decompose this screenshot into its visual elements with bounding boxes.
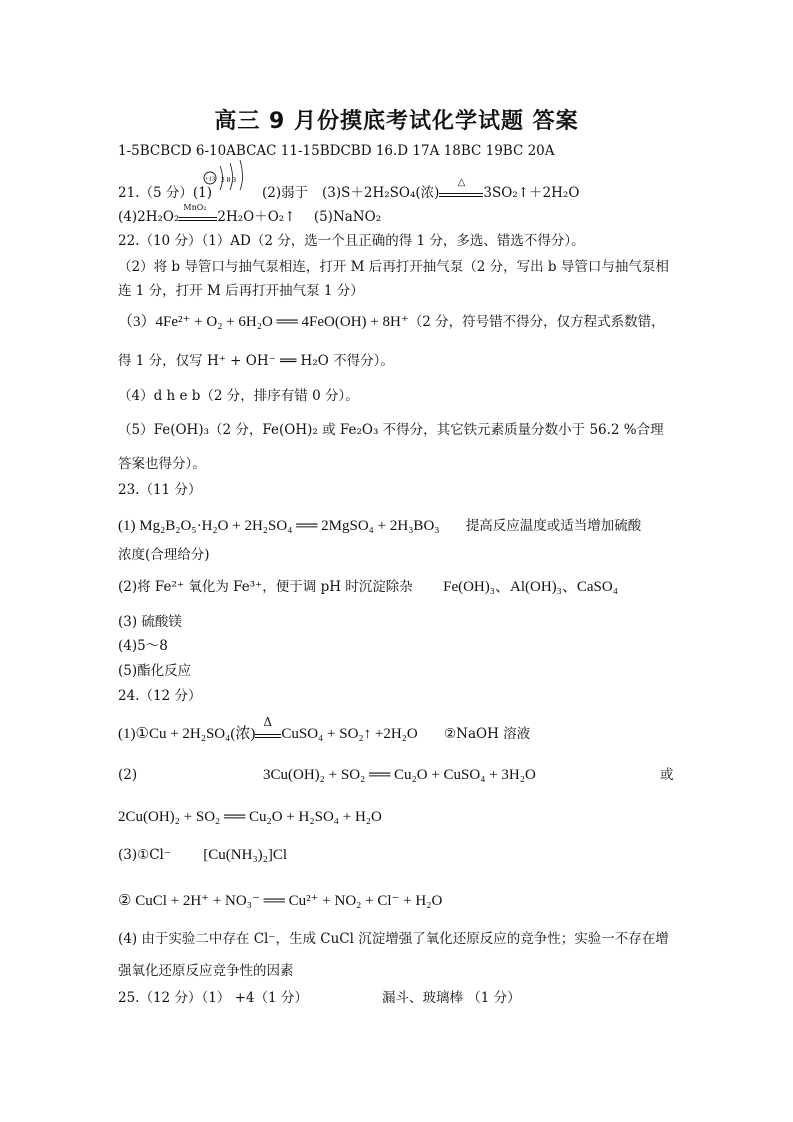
q21-part3-products: 3SO₂↑＋2H₂O [483, 185, 580, 201]
q23-part1-note: 提高反应温度或适当增加硫酸 [465, 518, 642, 534]
q21-part3 [322, 177, 580, 202]
q22-part2b: 连 1 分，打开 M 后再打开抽气泵 1 分） [118, 283, 364, 299]
q24-heat-condition: Δ [263, 715, 273, 729]
q23-part4: (4)5～8 [118, 638, 168, 654]
q23-part1-equation: (1) Mg₂B₂O₅·H₂O + 2H₂SO₄ ══ 2MgSO₄ + 2H₃BO₃ [118, 518, 440, 534]
q23-head: 23.（11 分） [118, 482, 202, 498]
q22-head: 22.（10 分）（1）AD（2 分，选一个且正确的得 1 分，多选、错选不得分）。 [118, 233, 585, 249]
q24-part3-complex: [Cu(NH₃)₂]Cl [203, 847, 288, 863]
q22-part5b: 答案也得分）。 [118, 456, 206, 472]
q24-part3b: ② CuCl + 2H⁺ + NO₃⁻ ══ Cu²⁺ + NO₂ + Cl⁻ + H₂O [118, 893, 443, 909]
atom-shells: 2 8 3 [221, 175, 236, 184]
mc-answers: 1-5BCBCD 6-10ABCAC 11-15BDCBD 16.D 17A 18BC 19BC 20A [118, 143, 555, 159]
q23-part2-list: Fe(OH)₃、Al(OH)₃、CaSO₄ [443, 579, 618, 595]
q22-part3-equation: （3）4Fe²⁺ + O₂ + 6H₂O ══ 4FeO(OH) + 8H⁺ [118, 314, 409, 330]
q23-part1b: 浓度(合理给分) [118, 547, 210, 563]
q21-part5: (5)NaNO₂ [313, 209, 382, 225]
q24-part3 [118, 846, 287, 864]
q24-part2-label: (2) [118, 767, 138, 783]
q24-part1-note: ②NaOH 溶液 [444, 726, 531, 742]
q24-part4a: (4) 由于实验二中存在 Cl⁻，生成 CuCl 沉淀增强了氧化还原反应的竞争性；实验一不存在增 [118, 931, 669, 947]
q23-part2 [118, 578, 618, 596]
q25-note: 漏斗、玻璃棒 （1 分） [382, 990, 521, 1006]
q25-head: 25.（12 分）（1） +4（1 分） [118, 990, 308, 1006]
q24-head: 24.（12 分） [118, 688, 202, 704]
atom-nucleus: +13 [204, 175, 216, 183]
q21-part2: (2)弱于 [262, 185, 309, 201]
q21-part4-reactant: (4)2H₂O₂ [118, 209, 180, 225]
q22-part3 [118, 313, 665, 331]
q22-part4: （4）d h e b（2 分，排序有错 0 分）。 [118, 388, 359, 404]
q24-part1 [118, 715, 531, 743]
page-title: 高三 9 月份摸底考试化学试题 答案 [214, 109, 579, 134]
q21-prefix: 21.（5 分）(1) [118, 185, 212, 201]
q22-part5a: （5）Fe(OH)₃（2 分，Fe(OH)₂ 或 Fe₂O₃ 不得分，其它铁元素质量分数小于 56.2 %合理 [118, 422, 664, 438]
q23-part5: (5)酯化反应 [118, 663, 192, 679]
q24-part2-or: 或 [660, 767, 674, 783]
q21-part4-products: 2H₂O＋O₂↑ [217, 209, 296, 225]
aluminum-atom-structure-icon [203, 160, 263, 190]
q22-part2a: （2）将 b 导管口与抽气泵相连，打开 M 后再打开抽气泵（2 分，写出 b 导管口与抽气泵相 [118, 259, 669, 275]
q23-part3: (3) 硫酸镁 [118, 614, 182, 630]
q23-part1 [118, 517, 641, 535]
q24-part2-equation: 3Cu(OH)₂ + SO₂ ══ Cu₂O + CuSO₄ + 3H₂O [263, 767, 536, 783]
q24-part4b: 强氧化还原反应竞争性的因素 [118, 963, 294, 979]
catalyst-condition: MnO₂ [183, 203, 207, 212]
q23-part2-text: (2)将 Fe²⁺ 氧化为 Fe³⁺，便于调 pH 时沉淀除杂 [118, 579, 413, 595]
q22-part3-note: （2 分，符号错不得分，仅方程式系数错， [408, 314, 665, 330]
q21-line2 [118, 203, 382, 226]
q24-part1-right: CuSO₄ + SO₂↑ +2H₂O [281, 726, 418, 742]
q24-part3-text: (3)①Cl⁻ [118, 847, 171, 863]
q24-part1-left: (1)①Cu + 2H₂SO₄(浓) [118, 726, 256, 742]
heat-condition: △ [457, 177, 466, 188]
q21-part3-reactants: (3)S＋2H₂SO₄(浓) [322, 185, 440, 201]
q24-part2-equation2: 2Cu(OH)₂ + SO₂ ══ Cu₂O + H₂SO₄ + H₂O [118, 809, 382, 825]
q22-part3b: 得 1 分，仅写 H⁺ + OH⁻ ══ H₂O 不得分）。 [118, 353, 394, 369]
